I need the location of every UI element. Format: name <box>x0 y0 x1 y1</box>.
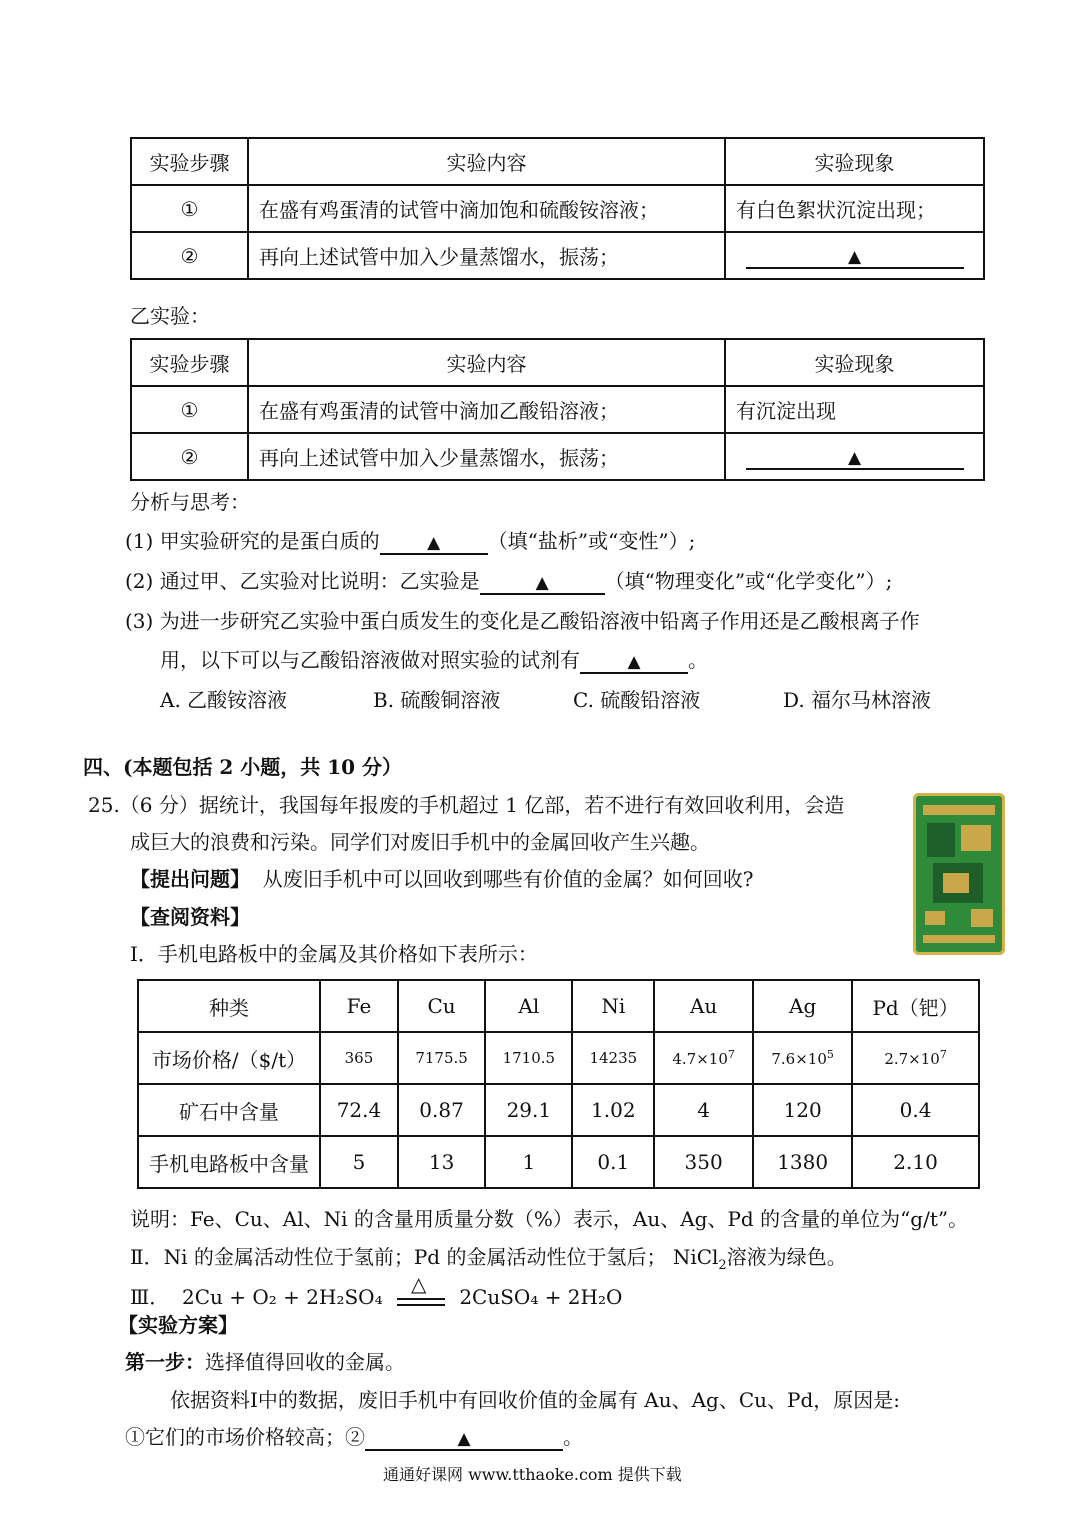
phenomenon-cell <box>725 433 984 480</box>
reason-blank[interactable]: ▲ <box>365 1429 563 1451</box>
option-a[interactable]: A. 乙酸铵溶液 <box>160 688 288 712</box>
q25-line2: 成巨大的浪费和污染。同学们对废旧手机中的金属回收产生兴趣。 <box>130 830 710 854</box>
ref1: Ⅰ．手机电路板中的金属及其价格如下表所示： <box>130 942 538 966</box>
header-step: 实验步骤 <box>131 138 248 185</box>
header-content: 实验内容 <box>248 339 725 386</box>
step1-text: 选择值得回收的金属。 <box>205 1350 405 1374</box>
ore-cell: 1.02 <box>572 1084 654 1136</box>
row-label: 矿石中含量 <box>138 1084 320 1136</box>
ref-title: 【查阅资料】 <box>130 905 250 929</box>
yi-label: 乙实验： <box>130 304 210 328</box>
ore-cell: 0.87 <box>398 1084 485 1136</box>
step1-label: 第一步： <box>125 1350 205 1374</box>
price-exponent: 7 <box>939 1048 947 1061</box>
option-c[interactable]: C. 硫酸铅溶液 <box>573 688 701 712</box>
question-2 <box>125 565 892 595</box>
section-title: 四、(本题包括 2 小题，共 10 分） <box>83 755 403 779</box>
content-cell: 再向上述试管中加入少量蒸馏水，振荡； <box>248 232 725 279</box>
table-row <box>138 1032 979 1084</box>
basis-text: 依据资料Ⅰ中的数据，废旧手机中有回收价值的金属有 Au、Ag、Cu、Pd，原因是: <box>170 1388 901 1412</box>
board-cell: 0.1 <box>572 1136 654 1188</box>
ore-cell: 4 <box>654 1084 753 1136</box>
question-3-line1: (3) 为进一步研究乙实验中蛋白质发生的变化是乙酸铅溶液中铅离子作用还是乙酸根离子作 <box>125 609 920 633</box>
equation-right: 2CuSO₄ + 2H₂O <box>459 1285 623 1309</box>
explain-note: 说明：Fe、Cu、Al、Ni 的含量用质量分数（%）表示，Au、Ag、Pd 的含量的单位为“g/t”。 <box>130 1207 969 1231</box>
phenomenon-cell <box>725 232 984 279</box>
table-row <box>131 232 984 279</box>
row-label: 市场价格/（$/t） <box>138 1032 320 1084</box>
board-cell: 1380 <box>753 1136 852 1188</box>
content-cell: 在盛有鸡蛋清的试管中滴加乙酸铅溶液； <box>248 386 725 433</box>
price-cell: 365 <box>320 1032 398 1084</box>
price-mantissa: 2.7×10 <box>884 1050 940 1068</box>
ref2-text: Ⅱ．Ni 的金属活动性位于氢前；Pd 的金属活动性位于氢后； NiCl <box>130 1245 719 1269</box>
analysis-title: 分析与思考： <box>130 490 250 514</box>
question-3-line2 <box>160 644 708 674</box>
table-row <box>131 185 984 232</box>
board-cell: 5 <box>320 1136 398 1188</box>
header-phenomenon: 实验现象 <box>725 339 984 386</box>
equation-left: 2Cu + O₂ + 2H₂SO₄ <box>182 1285 383 1309</box>
plan-title: 【实验方案】 <box>118 1313 238 1337</box>
table-row <box>131 433 984 480</box>
step-cell: ① <box>131 386 248 433</box>
price-cell <box>753 1032 852 1084</box>
header-pd: Pd（钯） <box>852 980 979 1032</box>
reason-text: ①它们的市场价格较高；② <box>125 1425 365 1449</box>
board-cell: 350 <box>654 1136 753 1188</box>
row-label: 手机电路板中含量 <box>138 1136 320 1188</box>
board-cell: 13 <box>398 1136 485 1188</box>
q2-hint: （填“物理变化”或“化学变化”）; <box>604 569 893 593</box>
step-cell: ② <box>131 232 248 279</box>
ref2-subscript: 2 <box>718 1258 727 1273</box>
header-fe: Fe <box>320 980 398 1032</box>
ore-cell: 0.4 <box>852 1084 979 1136</box>
header-phenomenon: 实验现象 <box>725 138 984 185</box>
footer: 通通好课网 www.tthaoke.com 提供下载 <box>383 1465 682 1484</box>
content-cell: 再向上述试管中加入少量蒸馏水，振荡； <box>248 433 725 480</box>
header-ni: Ni <box>572 980 654 1032</box>
answer-blank[interactable]: ▲ <box>746 247 964 269</box>
reason-line <box>125 1421 583 1451</box>
heat-symbol: △ <box>410 1271 427 1296</box>
equation-arrow <box>397 1271 445 1310</box>
q3-text: 用，以下可以与乙酸铅溶液做对照实验的试剂有 <box>160 648 580 672</box>
ref2 <box>130 1241 847 1273</box>
q1-text: (1) 甲实验研究的是蛋白质的 <box>125 529 380 553</box>
step1 <box>125 1346 405 1375</box>
table-yi <box>130 338 985 481</box>
table-row <box>138 1136 979 1188</box>
option-b[interactable]: B. 硫酸铜溶液 <box>373 688 501 712</box>
ore-cell: 29.1 <box>485 1084 572 1136</box>
board-cell: 1 <box>485 1136 572 1188</box>
question-1 <box>125 525 695 555</box>
q1-hint: （填“盐析”或“变性”）; <box>487 529 696 553</box>
ref3-label: Ⅲ． <box>130 1285 170 1309</box>
header-ag: Ag <box>753 980 852 1032</box>
q3-blank[interactable]: ▲ <box>580 652 688 674</box>
price-cell <box>852 1032 979 1084</box>
q3-end: 。 <box>688 648 708 672</box>
phenomenon-cell: 有白色絮状沉淀出现； <box>725 185 984 232</box>
q1-blank[interactable]: ▲ <box>380 533 488 555</box>
table-jia <box>130 137 985 280</box>
content-cell: 在盛有鸡蛋清的试管中滴加饱和硫酸铵溶液； <box>248 185 725 232</box>
circuit-board-image <box>913 793 1005 955</box>
ask-question <box>130 863 753 892</box>
ore-cell: 120 <box>753 1084 852 1136</box>
header-kind: 种类 <box>138 980 320 1032</box>
header-cu: Cu <box>398 980 485 1032</box>
ref2-end: 溶液为绿色。 <box>726 1245 847 1269</box>
price-exponent: 5 <box>826 1048 834 1061</box>
step-cell: ① <box>131 185 248 232</box>
q2-blank[interactable]: ▲ <box>480 573 605 595</box>
board-cell: 2.10 <box>852 1136 979 1188</box>
ask-title: 【提出问题】 <box>130 867 250 891</box>
reason-end: 。 <box>563 1425 583 1449</box>
metal-price-table <box>137 979 980 1189</box>
price-exponent: 7 <box>727 1048 735 1061</box>
price-cell: 14235 <box>572 1032 654 1084</box>
header-al: Al <box>485 980 572 1032</box>
q2-text: (2) 通过甲、乙实验对比说明：乙实验是 <box>125 569 480 593</box>
step-cell: ② <box>131 433 248 480</box>
ask-text: 从废旧手机中可以回收到哪些有价值的金属？如何回收? <box>262 867 754 891</box>
ore-cell: 72.4 <box>320 1084 398 1136</box>
q25-line1: 25.（6 分）据统计，我国每年报废的手机超过 1 亿部，若不进行有效回收利用，会造 <box>88 793 845 817</box>
price-mantissa: 7.6×10 <box>771 1050 827 1068</box>
table-row <box>138 1084 979 1136</box>
price-cell: 7175.5 <box>398 1032 485 1084</box>
phenomenon-cell: 有沉淀出现 <box>725 386 984 433</box>
price-cell <box>654 1032 753 1084</box>
table-row <box>131 386 984 433</box>
header-content: 实验内容 <box>248 138 725 185</box>
header-au: Au <box>654 980 753 1032</box>
ref3-equation <box>130 1271 623 1310</box>
price-mantissa: 4.7×10 <box>672 1050 728 1068</box>
header-step: 实验步骤 <box>131 339 248 386</box>
option-d[interactable]: D. 福尔马林溶液 <box>783 688 932 712</box>
answer-blank[interactable]: ▲ <box>746 448 964 470</box>
price-cell: 1710.5 <box>485 1032 572 1084</box>
